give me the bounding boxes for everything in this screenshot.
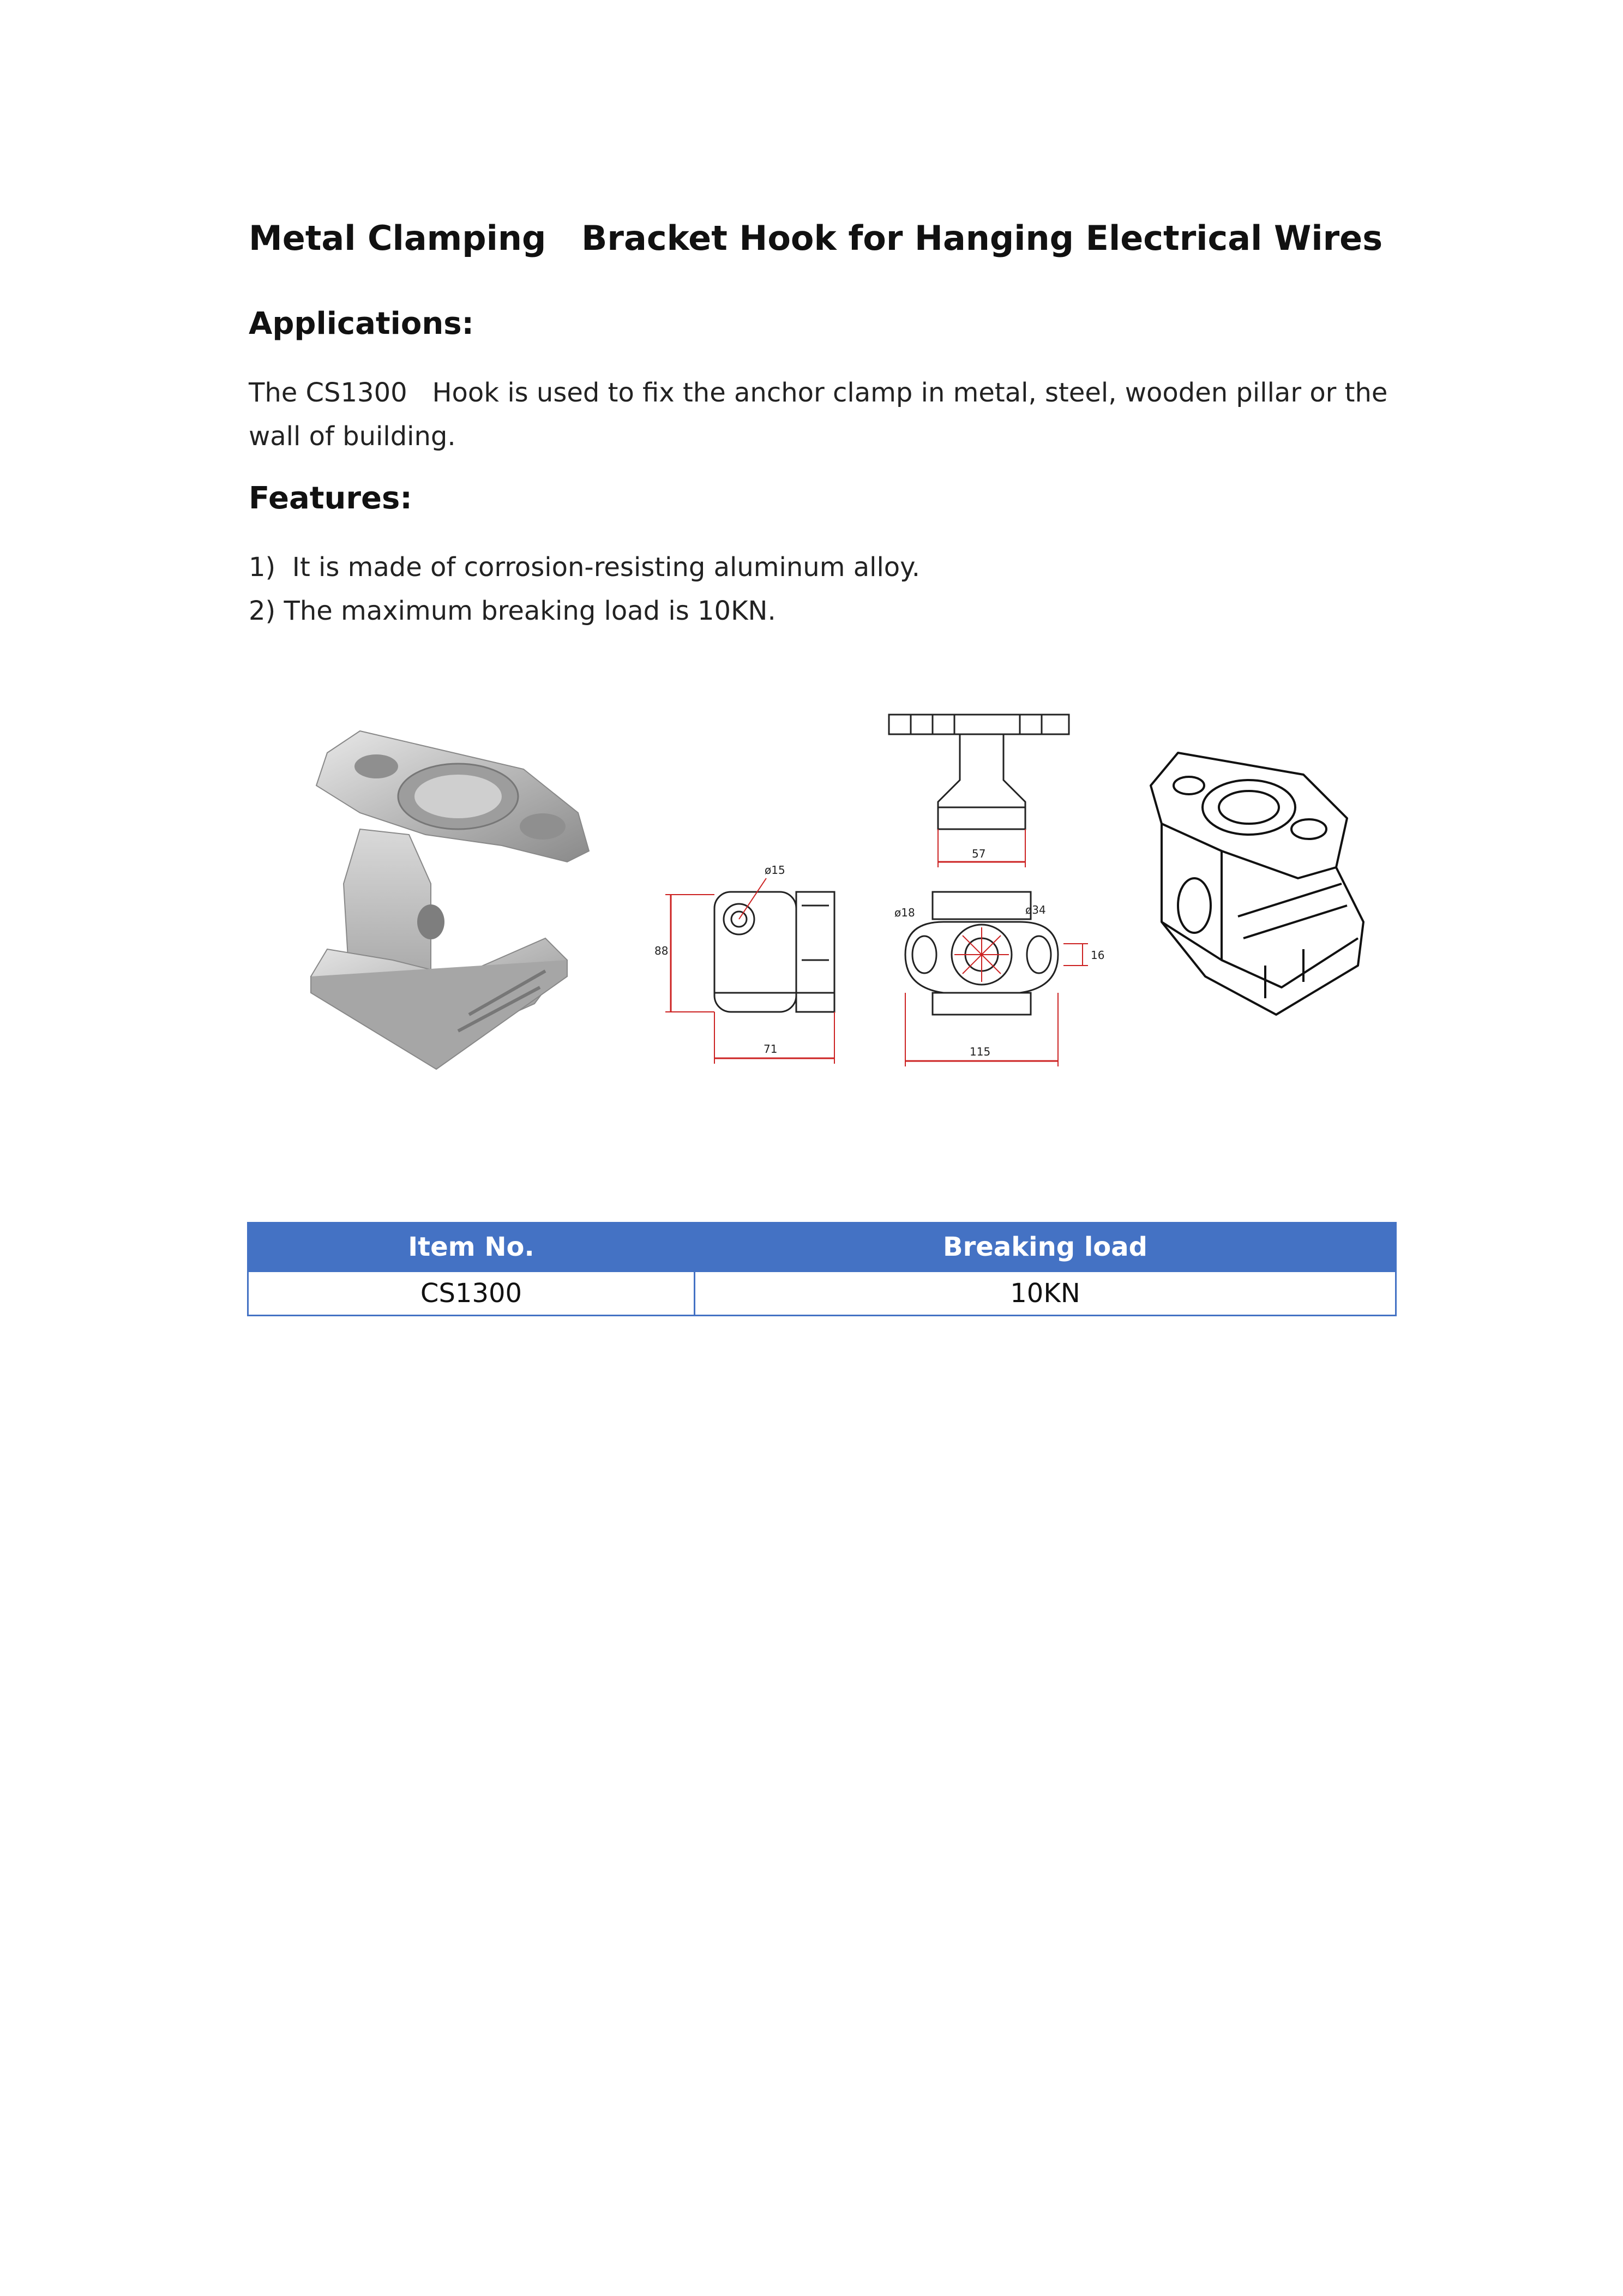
dim-d18: ø18: [894, 906, 915, 919]
document-title: Metal Clamping Bracket Hook for Hanging Electrical Wires: [249, 218, 1383, 258]
applications-text: The CS1300 Hook is used to fix the anchor clamp in metal, steel, wooden pillar or the wall of building.: [249, 377, 1396, 452]
table-header-row: [248, 1223, 1396, 1272]
spec-table: [247, 1222, 1397, 1316]
applications-heading: Applications:: [249, 306, 474, 341]
dim-88: 88: [654, 944, 669, 957]
header-item-no: Item No.: [248, 1223, 695, 1272]
isometric-drawing: [1140, 742, 1396, 1036]
top-view: [889, 715, 1069, 829]
dim-115: 115: [970, 1045, 991, 1058]
dim-d34: ø34: [1025, 903, 1046, 916]
product-photo: [294, 720, 616, 1091]
header-breaking-load: Breaking load: [695, 1223, 1396, 1272]
features-heading: Features:: [249, 481, 412, 516]
feature-item-2: 2) The maximum breaking load is 10KN.: [249, 596, 776, 626]
dim-16: 16: [1091, 949, 1105, 962]
side-view: [714, 892, 834, 1012]
technical-drawing: [649, 698, 1151, 1075]
dim-57: 57: [972, 847, 986, 860]
dim-d15: ø15: [765, 864, 785, 877]
cell-item-no: CS1300: [248, 1272, 695, 1316]
dim-71: 71: [764, 1042, 778, 1056]
table-row: [248, 1272, 1396, 1316]
feature-item-1: 1) It is made of corrosion-resisting aluminum alloy.: [249, 552, 920, 583]
cell-breaking-load: 10KN: [695, 1272, 1396, 1316]
